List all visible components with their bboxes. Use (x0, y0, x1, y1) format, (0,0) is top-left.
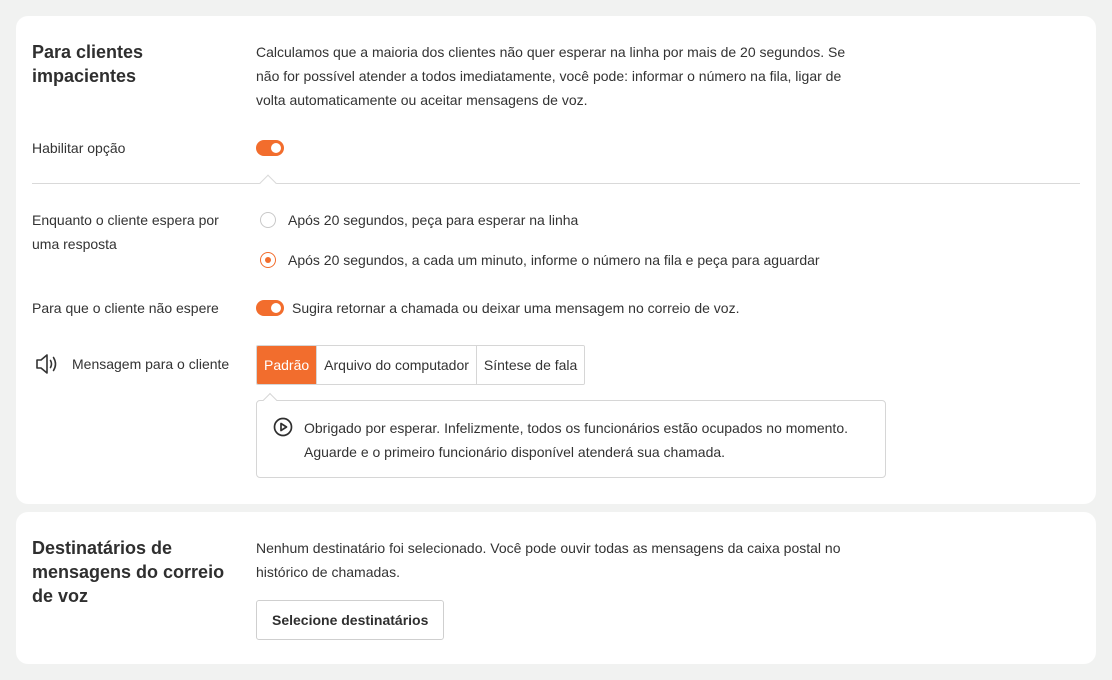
wait-option-label-2[interactable]: Após 20 segundos, a cada um minuto, informe o número na fila e peça para aguardar (288, 252, 820, 268)
message-source-selector (256, 345, 585, 385)
voicemail-recipients-card (16, 512, 1096, 664)
impatient-description: Calculamos que a maioria dos clientes não quer esperar na linha por mais de 20 segundos. Se não for possível atender a todos imediatamente, você pode: informar o número na fila, ligar de volta automaticamente ou aceitar mensagens de voz. (256, 44, 846, 108)
select-recipients-button[interactable]: Selecione destinatários (256, 600, 444, 640)
no-wait-toggle-label: Sugira retornar a chamada ou deixar uma mensagem no correio de voz. (292, 300, 740, 316)
source-default-button[interactable]: Padrão (257, 346, 317, 384)
divider (32, 183, 1080, 184)
toggle-knob (271, 303, 281, 313)
no-wait-label: Para que o cliente não espere (32, 300, 219, 316)
source-file-button[interactable]: Arquivo do computador (317, 346, 477, 384)
wait-option-radio-1[interactable] (260, 212, 276, 228)
divider-notch (260, 175, 277, 192)
no-wait-toggle[interactable] (256, 300, 284, 316)
enable-option-toggle[interactable] (256, 140, 284, 156)
message-preview-box (256, 400, 886, 478)
enable-option-label: Habilitar opção (32, 140, 126, 156)
toggle-knob (271, 143, 281, 153)
message-text: Obrigado por esperar. Infelizmente, todos os funcionários estão ocupados no momento. Aguarde e o primeiro funcionário disponível atenderá sua chamada. (304, 420, 848, 460)
wait-option-label-1[interactable]: Após 20 segundos, peça para esperar na linha (288, 212, 579, 228)
impatient-section-title: Para clientes impacientes (32, 42, 144, 86)
source-tts-button[interactable]: Síntese de fala (477, 346, 584, 384)
voicemail-section-title: Destinatários de mensagens do correio de voz (32, 538, 225, 606)
play-icon[interactable] (273, 417, 293, 437)
speaker-icon (35, 352, 61, 376)
wait-option-radio-2[interactable] (260, 252, 276, 268)
message-label: Mensagem para o cliente (72, 356, 230, 372)
voicemail-description: Nenhum destinatário foi selecionado. Você pode ouvir todas as mensagens da caixa postal no histórico de chamadas. (256, 540, 841, 580)
impatient-clients-card (16, 16, 1096, 504)
waiting-label: Enquanto o cliente espera por uma resposta (32, 212, 219, 252)
